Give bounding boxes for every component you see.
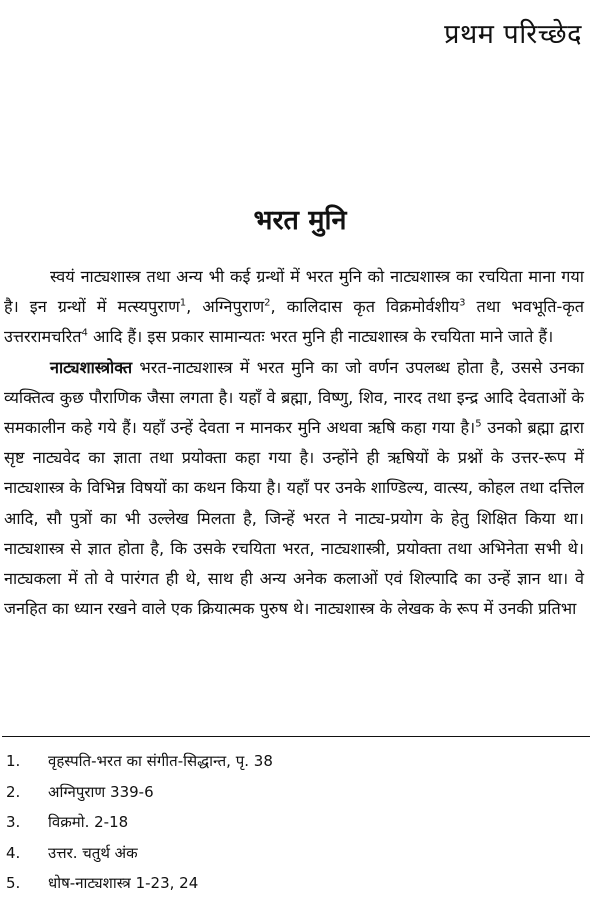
footnote-divider [2, 736, 590, 737]
footnote-item [6, 868, 586, 899]
p1-text-d: तथा भवभूति-कृत उत्तररामचरित [4, 297, 585, 347]
footnote-number: 1. [6, 752, 21, 770]
footnote-ref-5: 5 [475, 418, 482, 430]
footnote-ref-1: 1 [179, 297, 187, 309]
footnote-item [6, 777, 586, 808]
paragraph-2 [4, 353, 584, 625]
footnote-text: विक्रमो. 2-18 [48, 813, 129, 831]
p2-lead: नाट्यशास्त्रोक्त [50, 357, 133, 377]
chapter-heading: प्रथम परिच्छेद [444, 19, 582, 50]
p1-text-e: आदि हैं। इस प्रकार सामान्यतः भरत मुनि ही नाट्यशास्त्र के रचयिता माने जाते हैं। [87, 327, 554, 347]
footnote-number: 4. [6, 843, 21, 862]
footnote-text: वृहस्पति-भरत का संगीत-सिद्धान्त, पृ. 38 [48, 752, 273, 770]
p2-text-a: भरत-नाट्यशास्त्र में भरत मुनि का जो वर्णन उपलब्ध होता है, उससे उनका व्यक्तित्व कुछ पौराणिक जैसा लगता है। यहाँ वे ब्रह्मा, विष्णु, शिव, नारद तथा इन्द्र आदि देवताओं के समकालीन कहे गये हैं। यहाँ उन्हें देवता न मानकर मुनि अथवा ऋषि कहा गया है। [4, 357, 584, 438]
footnote-ref-2: 2 [264, 297, 271, 309]
section-title: भरत मुनि [253, 205, 347, 236]
footnote-item [6, 838, 586, 869]
footnote-ref-4: 4 [81, 328, 88, 340]
footnote-item [6, 807, 586, 838]
footnote-number: 2. [6, 782, 21, 801]
footnote-item [6, 746, 586, 777]
footnote-text: अग्निपुराण 339-6 [48, 782, 154, 801]
p1-text-a: स्वयं नाट्यशास्त्र तथा अन्य भी कई ग्रन्थों में भरत मुनि को नाट्यशास्त्र का रचयिता माना गया है। इन ग्रन्थों में मत्स्यपुराण [4, 267, 584, 317]
paragraph-1 [4, 262, 584, 353]
p2-text-b: उनको ब्रह्मा द्वारा सृष्ट नाट्यवेद का ज्ञाता तथा प्रयोक्ता कहा गया है। उन्होंने ही ऋषियों के प्रश्नों के उत्तर-रूप में नाट्यशास्त्र के विभिन्न विषयों का कथन किया है। यहाँ पर उनके शाण्डिल्य, वात्स्य, कोहल तथा दत्तिल आदि, सौ पुत्रों का भी उल्लेख मिलता है, जिन्हें भरत ने नाट्य-प्रयोग के हेतु शिक्षित किया था। नाट्यशास्त्र से ज्ञात होता है, कि उसके रचयिता भरत, नाट्यशास्त्री, प्रयोक्ता तथा अभिनेता सभी थे। नाट्यकला में तो वे पारंगत ही थे, साथ ही अन्य अनेक कलाओं एवं शिल्पादि का उन्हें ज्ञान था। वे जनहित का ध्यान रखने वाले एक क्रियात्मक पुरुष थे। नाट्यशास्त्र के लेखक के रूप में उनकी प्रतिभा [4, 418, 584, 619]
p1-text-b: , अग्निपुराण [186, 297, 265, 317]
footnote-ref-3: 3 [459, 297, 466, 309]
footnotes [6, 746, 586, 899]
footnote-text: उत्तर. चतुर्थ अंक [48, 843, 138, 862]
body-text [4, 262, 584, 624]
footnote-number: 5. [6, 874, 21, 892]
footnote-text: धोष-नाट्यशास्त्र 1-23, 24 [48, 874, 199, 892]
footnote-number: 3. [6, 813, 21, 831]
p1-text-c: , कालिदास कृत विक्रमोर्वशीय [270, 297, 460, 317]
